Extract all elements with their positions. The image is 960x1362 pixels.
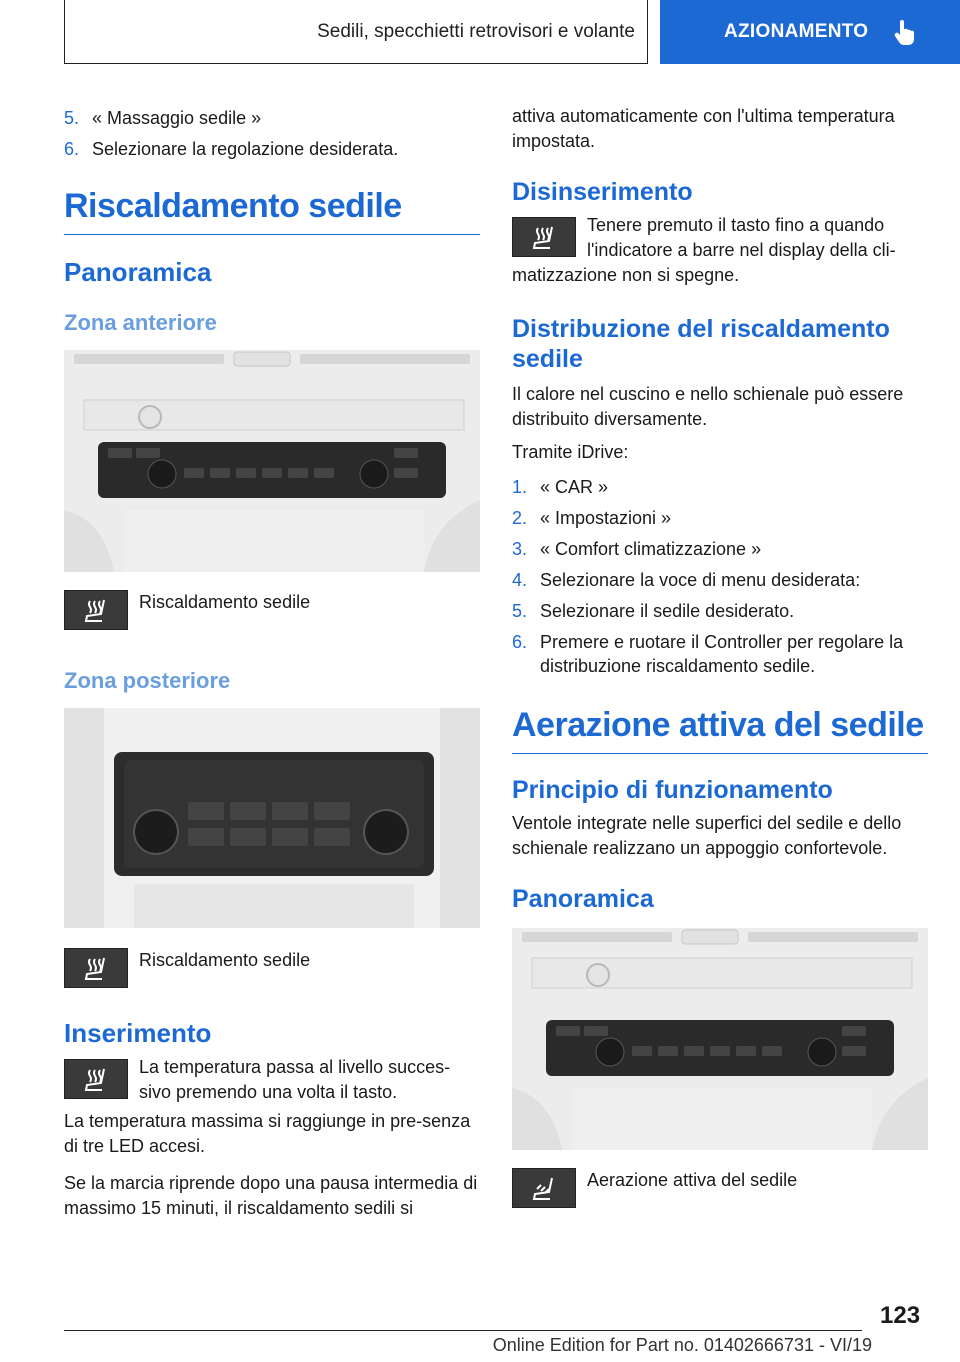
page-number: 123 [880, 1302, 921, 1329]
heated-seat-icon [82, 955, 110, 981]
list-item: 4. Selezionare la voce di menu desiderata: [512, 570, 861, 590]
principio-text: Ventole integrate nelle superfici del sedile e dello schienale realizzano un appoggio confortevole. [512, 813, 902, 858]
section-title-heated-seat: Riscaldamento sedile [64, 187, 480, 235]
heading-inserimento: Inserimento [64, 1018, 212, 1048]
heated-seat-icon-box [64, 1059, 128, 1099]
inserimento-text-1: La temperatura passa al livello succes-sivo premendo una volta il tasto. [139, 1057, 451, 1102]
inserimento-block [64, 1055, 480, 1105]
heated-seat-icon [82, 1066, 110, 1092]
right-column [512, 98, 928, 1208]
heading-panoramica: Panoramica [64, 257, 212, 287]
footer-edition: Online Edition for Part no. 01402666731 - VI/19 [492, 1335, 872, 1355]
disinserimento-block [512, 213, 928, 288]
heading-distribution: Distribuzione del riscaldamento sedile [512, 315, 890, 373]
ventilated-seat-icon-box [512, 1168, 576, 1208]
heated-seat-icon [530, 224, 558, 250]
list-item: 5. « Massaggio sedile » [64, 108, 262, 128]
list-item: 3. « Comfort climatizzazione » [512, 539, 762, 559]
header-chapter-title: AZIONAMENTO [724, 21, 869, 42]
heading-panoramica-right: Panoramica [512, 885, 654, 913]
heated-seat-icon-box [512, 217, 576, 257]
header-chapter-box[interactable] [660, 0, 960, 64]
footer-rule [64, 1330, 872, 1355]
rear-heated-seat-label: Riscaldamento sedile [139, 950, 311, 970]
ventilated-seat-icon [530, 1175, 558, 1201]
disinserimento-text: Tenere premuto il tasto fino a quando l'indicatore a barre nel display della cli-matizzazione non si spegne. [512, 215, 896, 285]
heated-seat-icon [82, 597, 110, 623]
heading-rear-zone: Zona posteriore [64, 668, 231, 693]
heading-principio: Principio di funzionamento [512, 776, 833, 804]
list-item: 6. Selezionare la regolazione desiderata. [64, 139, 399, 159]
heading-front-zone: Zona anteriore [64, 310, 217, 335]
continued-text: attiva automaticamente con l'ultima temperatura impostata. [512, 106, 895, 151]
list-item: 2. « Impostazioni » [512, 508, 672, 528]
list-item: 5. Selezionare il sedile desiderato. [512, 601, 795, 621]
heading-disinserimento: Disinserimento [512, 178, 693, 206]
list-item: 6. Premere e ruotare il Controller per regolare la distribuzione riscaldamento sedile. [512, 632, 904, 676]
list-item: 1. « CAR » [512, 477, 609, 497]
inserimento-text-2: La temperatura massima si raggiunge in pre-senza di tre LED accesi. [64, 1111, 471, 1156]
header-section-title: Sedili, specchietti retrovisori e volante [317, 20, 635, 42]
front-heated-seat-icon-row [64, 590, 480, 630]
hand-pointer-icon [894, 19, 916, 45]
idrive-intro: Tramite iDrive: [512, 442, 629, 462]
distribution-text: Il calore nel cuscino e nello schienale può essere distribuito diversamente. [512, 384, 904, 429]
ventilation-label: Aerazione attiva del sedile [587, 1170, 798, 1190]
header-section-box [64, 0, 648, 64]
left-column [64, 98, 480, 1221]
front-console-photo [64, 350, 480, 572]
rear-console-photo [64, 708, 480, 928]
ventilation-console-photo [512, 928, 928, 1150]
steps-list-left [64, 106, 480, 161]
steps-list-right [512, 475, 928, 678]
section-title-active-ventilation: Aerazione attiva del sedile [512, 706, 928, 754]
front-heated-seat-label: Riscaldamento sedile [139, 592, 311, 612]
ventilation-icon-row [512, 1168, 928, 1208]
inserimento-text-3: Se la marcia riprende dopo una pausa intermedia di massimo 15 minuti, il riscaldamento sedili si [64, 1173, 478, 1218]
heated-seat-icon-box [64, 590, 128, 630]
rear-heated-seat-icon-row [64, 948, 480, 988]
heated-seat-icon-box [64, 948, 128, 988]
